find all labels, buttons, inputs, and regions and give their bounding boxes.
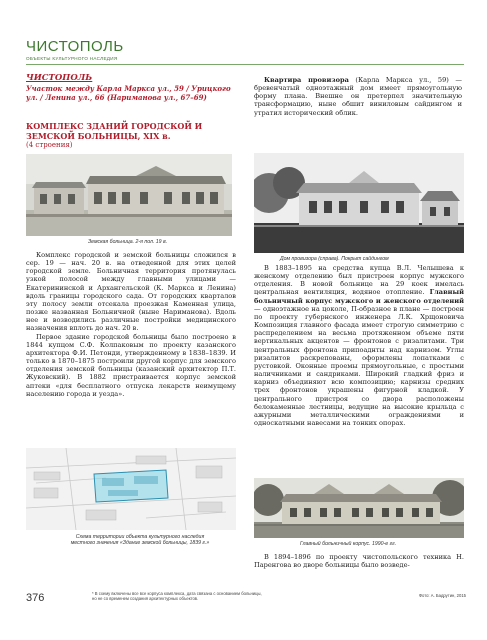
right-text-continued [254, 553, 464, 569]
page-number: 376 [26, 592, 45, 604]
photo-zemstvo-hospital [26, 154, 232, 236]
provisor-text: (Карла Маркса ул., 59) — бревенчатый одноэтажный дом имеет прямоугольную форму плана. Внешне он претерпел значительную трансформацию, ныне обшит виниловым сайдингом и утратил исторический облик. [254, 76, 462, 117]
main-building-term: Главный больничный корпус мужского и женского отделений [254, 288, 464, 305]
photo-main-building [254, 478, 464, 538]
photo-credit: Фото: А. Бадрутин, 2015 [418, 593, 466, 598]
provisor-intro [254, 76, 462, 117]
caption-site-plan: Схема территории объекта культурного наследия местного значения «Здание земской больницы, 1839 г.» [70, 534, 210, 547]
header-divider [26, 64, 464, 65]
left-paragraph-1: Комплекс городской и земской больницы сложился в сер. 19 — нач. 20 в. на отведенной для этих целей городской земле. Больничная территория протянулась узкой полосой между главными улицами — Екатерининской и Архангельской (К. Маркса и Ленина) вдоль границы городского сада. От городских кварталов эту полосу земли отсекала проезжая Каменная улица, позже названная Больничной (ныне Нариманова). Вдоль нее и возводились различные постройки медицинского назначения вплоть до нач. 20 в. [26, 251, 236, 333]
caption-provisor-house: Дом провизора (справа). Покрыт сайдингом [280, 256, 389, 262]
object-address: Участок между Карла Маркса ул., 59 / Урицкого ул. / Ленина ул., 66 (Нариманова ул., 67–69) [26, 84, 231, 103]
object-title: КОМПЛЕКС ЗДАНИЙ ГОРОДСКОЙ И ЗЕМСКОЙ БОЛЬНИЦЫ, XIX в. [26, 121, 203, 141]
provisor-lead: Квартира провизора [264, 76, 349, 84]
footnote: * В схему включены все все корпуса комплекса, дата связана с основанием больницы, но не со временем создания архитектурных объектов. [92, 591, 262, 602]
section-subtitle: ОБЪЕКТЫ КУЛЬТУРНОГО НАСЛЕДИЯ [26, 56, 118, 61]
left-paragraph-2: Первое здание городской больницы было построено в 1844 купцом С.Ф. Колпаковым по проекту казанского архитектора Ф.И. Петонди, утвержденному в 1838–1839. И только в 1870–1875 построили другой корпус для земского отделения земской больницы (казанский архитектор П.Т. Жуковский). В 1882 пристраивается корпус земской аптеки «для бесплатного отпуска лекарств неимущему населению города и уезда». [26, 332, 236, 398]
site-plan-map [26, 448, 236, 530]
caption-main-building: Главный больничный корпус. 1990-е гг. [300, 541, 397, 547]
object-city: ЧИСТОПОЛЬ [26, 73, 93, 83]
right-paragraph-2: В 1894–1896 по проекту чистопольского техника Н. Паренгова во дворе больницы было возведе- [254, 553, 464, 570]
right-paragraph-1: В 1883–1895 на средства купца В.Л. Челышева к женскому отделению был пристроен корпус мужского отделения. В новой больнице на 29 коек имелась центральная вентиляция, водяное отопление. Главный больничный корпус мужского и женского отделений — одноэтажное на цоколе, П-образное в плане — построен по проекту губернского инженера Л.К. Хрщоновича Композиция главного фасада имеет строгую симметрию с распределением на весьма протяженном объеме пяти вертикальных акцентов — фронтонов с ризалитами. Три центральных фронтона припоаднты над карнизом. Углы ризалитов раскрепованы, оформлены лопатками с рустовкой. Оконные проемы прямоугольные, с простыми наличниками и сандриками. Широкий гладкий фриз и карниз объединяют всю композицию; карнизы средних трех фронтонов украшены фигурной кладкой. У центрального пристроя со двора расположены белокаменные лестницы, ведущие на высокие крыльца с ажурными металлическими ограждениями и односкатными навесами на тонких опорах. [254, 264, 464, 427]
object-subtitle: (4 строения) [26, 141, 73, 149]
photo-provisor-house [254, 153, 464, 253]
left-text-column [26, 251, 236, 398]
section-title: ЧИСТОПОЛЬ [26, 38, 124, 55]
right-text-column [254, 264, 464, 427]
caption-zemstvo-hospital: Земская больница. 2-я пол. 19 в. [88, 239, 168, 245]
